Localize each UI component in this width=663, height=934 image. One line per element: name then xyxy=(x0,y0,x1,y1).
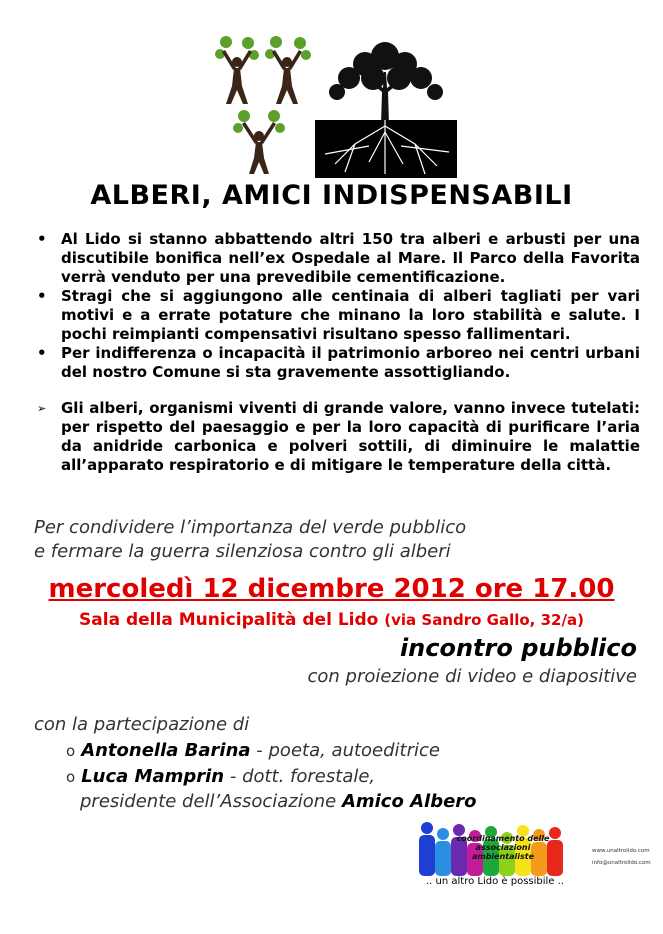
logo-caption: associazioni ambientaliste xyxy=(471,843,535,861)
tree-with-roots-icon xyxy=(315,34,457,178)
bullet-marker: • xyxy=(37,230,47,248)
venue-name: Sala della Municipalità del Lido xyxy=(79,610,379,630)
guest-bullet: o xyxy=(66,742,76,760)
guest-extra-line xyxy=(80,791,477,812)
guest-role: - poeta, autoeditrice xyxy=(250,740,440,761)
arrow-marker: ➢ xyxy=(37,402,47,415)
association-name: Amico Albero xyxy=(341,791,477,812)
people-tree-illustration xyxy=(214,34,314,174)
bullet-list xyxy=(28,230,640,475)
bullet-marker: • xyxy=(37,344,47,362)
event-venue xyxy=(0,610,663,630)
guest-name: Antonella Barina xyxy=(81,740,251,761)
intro-text xyxy=(34,516,466,564)
list-item-text: Gli alberi, organismi viventi di grande valore, vanno invece tutelati: per rispetto del paesaggio e per la loro capacità di purificare l’aria da anidride carbonica e polveri sottili, di diminuire le malattie all’apparato respiratorio e di mitigare le temperature della città. xyxy=(61,399,640,474)
intro-line: e fermare la guerra silenziosa contro gli alberi xyxy=(34,541,451,562)
logo-caption: coordinamento delle xyxy=(456,834,550,843)
arrow-list-item xyxy=(28,399,640,475)
event-date: mercoledì 12 dicembre 2012 ore 17.00 xyxy=(48,574,615,604)
people-tree-icon xyxy=(214,34,314,174)
page-title: ALBERI, AMICI INDISPENSABILI xyxy=(90,180,573,211)
guest-role: - dott. forestale, xyxy=(224,766,376,787)
email-link[interactable]: info@unaltrolido.com xyxy=(592,860,651,866)
guest-bullet: o xyxy=(66,768,76,786)
website-link[interactable]: www.unaltrolido.com xyxy=(592,848,650,854)
list-item-text: Stragi che si aggiungono alle centinaia di alberi tagliati per vari motivi e a errate potature che minano la loro stabilità e salute. I pochi reimpianti compensativi risultano spesso fallimentari. xyxy=(61,287,640,343)
association-prefix: presidente dell’Associazione xyxy=(80,791,342,812)
intro-line: Per condividere l’importanza del verde pubblico xyxy=(34,517,467,538)
list-item xyxy=(28,287,640,344)
guest-item xyxy=(66,766,375,787)
event-subtitle: con proiezione di video e diapositive xyxy=(307,666,637,687)
bullet-marker: • xyxy=(37,287,47,305)
list-item-text: Al Lido si stanno abbattendo altri 150 tra alberi e arbusti per una discutibile bonifica nell’ex Ospedale al Mare. Il Parco della Favorita verrà venduto per una prevedibile cementificazione. xyxy=(61,230,640,286)
participation-heading: con la partecipazione di xyxy=(34,714,250,735)
list-item-text: Per indifferenza o incapacità il patrimonio arboreo nei centri urbani del nostro Comune si sta gravemente assottigliando. xyxy=(61,344,640,381)
list-item xyxy=(28,344,640,382)
guest-item xyxy=(66,740,440,761)
list-item xyxy=(28,230,640,287)
tree-roots-illustration xyxy=(315,34,457,178)
event-type: incontro pubblico xyxy=(399,634,637,662)
logo-tagline: .. un altro Lido è possibile .. xyxy=(426,876,564,887)
logo-person-icon xyxy=(435,828,451,876)
venue-address: (via Sandro Gallo, 32/a) xyxy=(384,611,584,629)
logo-person-icon xyxy=(419,822,435,876)
guest-name: Luca Mamprin xyxy=(81,766,225,787)
